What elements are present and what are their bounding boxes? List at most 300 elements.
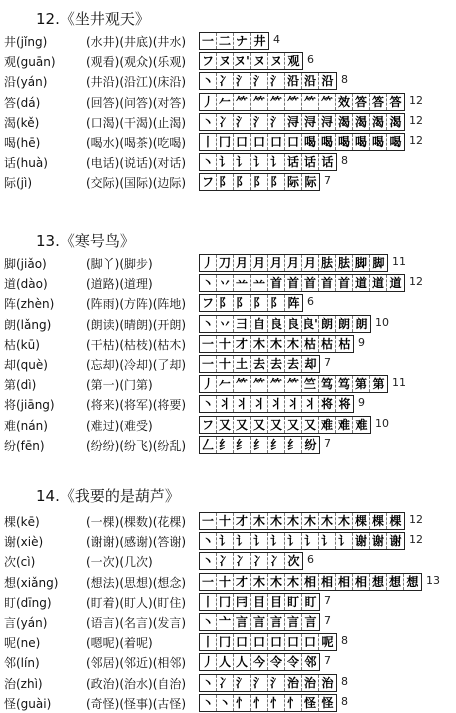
character-pinyin: 朗(lǎng) bbox=[4, 317, 52, 332]
character-pinyin: 难(nán) bbox=[4, 418, 48, 433]
character-row bbox=[0, 354, 456, 374]
stroke-cell: 去 bbox=[268, 356, 285, 372]
character-row bbox=[0, 253, 456, 273]
stroke-cell: 阝 bbox=[234, 174, 251, 190]
stroke-cell: 氵 bbox=[234, 675, 251, 691]
stroke-order-grid bbox=[199, 274, 405, 292]
stroke-cell: 丬 bbox=[285, 396, 302, 412]
stroke-cell: 枯 bbox=[302, 336, 319, 352]
stroke-cell: 才 bbox=[234, 336, 251, 352]
stroke-cell: 氵 bbox=[234, 73, 251, 89]
stroke-cell: 一 bbox=[200, 33, 217, 49]
stroke-count: 8 bbox=[341, 694, 348, 708]
stroke-cell: 冫 bbox=[217, 675, 234, 691]
character-row bbox=[0, 112, 456, 132]
stroke-cell: 话 bbox=[319, 154, 336, 170]
stroke-cell: 答 bbox=[387, 94, 404, 110]
stroke-cell: 土 bbox=[234, 356, 251, 372]
stroke-order-grid bbox=[199, 532, 405, 550]
stroke-cell: 𠂉 bbox=[217, 94, 234, 110]
stroke-cell: 纟 bbox=[234, 437, 251, 453]
stroke-cell: ⺮ bbox=[319, 94, 336, 110]
stroke-cell: 相 bbox=[336, 574, 353, 590]
stroke-cell: 木 bbox=[268, 574, 285, 590]
stroke-cell: 木 bbox=[285, 513, 302, 529]
stroke-cell: 沿 bbox=[285, 73, 302, 89]
stroke-cell: 谢 bbox=[387, 533, 404, 549]
stroke-cell: 木 bbox=[302, 513, 319, 529]
stroke-cell: 丶 bbox=[200, 553, 217, 569]
stroke-cell: 良 bbox=[268, 316, 285, 332]
character-row bbox=[0, 92, 456, 112]
stroke-cell: 冫 bbox=[234, 553, 251, 569]
stroke-cell: 又 bbox=[234, 417, 251, 433]
stroke-cell: 脚 bbox=[353, 255, 370, 271]
character-row bbox=[0, 334, 456, 354]
stroke-order-grid bbox=[199, 355, 320, 373]
stroke-cell: 冫 bbox=[217, 114, 234, 130]
stroke-cell: 木 bbox=[251, 513, 268, 529]
stroke-cell: 丿 bbox=[200, 654, 217, 670]
word-examples: (纷纷)(纷飞)(纷乱) bbox=[86, 438, 187, 453]
word-examples: (交际)(国际)(边际) bbox=[86, 176, 187, 191]
stroke-cell: 朗 bbox=[319, 316, 336, 332]
stroke-cell: 笃 bbox=[319, 376, 336, 392]
stroke-cell: 竺 bbox=[302, 376, 319, 392]
stroke-cell: ⺮ bbox=[251, 94, 268, 110]
word-examples: (朗读)(晴朗)(开朗) bbox=[86, 317, 187, 332]
stroke-cell: フ bbox=[200, 53, 217, 69]
word-examples: (第一)(门第) bbox=[86, 378, 153, 393]
stroke-cell: 言 bbox=[234, 614, 251, 630]
stroke-cell: 邻 bbox=[302, 654, 319, 670]
stroke-cell: 又 bbox=[217, 417, 234, 433]
stroke-order-grid bbox=[199, 395, 354, 413]
stroke-cell: 目 bbox=[251, 594, 268, 610]
stroke-cell: 自 bbox=[251, 316, 268, 332]
stroke-cell: 枯 bbox=[336, 336, 353, 352]
stroke-cell: 丨 bbox=[200, 134, 217, 150]
stroke-cell: 讠 bbox=[251, 154, 268, 170]
stroke-cell: 丶 bbox=[200, 675, 217, 691]
stroke-count: 12 bbox=[409, 533, 423, 547]
character-pinyin: 答(dá) bbox=[4, 95, 41, 110]
stroke-count: 7 bbox=[324, 174, 331, 188]
stroke-count: 11 bbox=[392, 255, 406, 268]
stroke-cell: 阝 bbox=[251, 295, 268, 311]
stroke-cell: 呢 bbox=[319, 634, 336, 650]
stroke-cell: ヌ bbox=[251, 53, 268, 69]
character-row bbox=[0, 71, 456, 91]
stroke-cell: 效 bbox=[336, 94, 353, 110]
stroke-cell: 木 bbox=[251, 336, 268, 352]
stroke-order-grid bbox=[199, 335, 354, 353]
stroke-count: 11 bbox=[392, 376, 406, 390]
character-pinyin: 言(yán) bbox=[4, 616, 48, 630]
stroke-order-grid bbox=[199, 32, 269, 50]
character-row bbox=[0, 293, 456, 313]
stroke-cell: 冂 bbox=[217, 594, 234, 610]
stroke-cell: 𠂉 bbox=[217, 376, 234, 392]
character-row bbox=[0, 693, 456, 713]
character-pinyin: 棵(kē) bbox=[4, 515, 40, 529]
stroke-count: 6 bbox=[307, 553, 314, 567]
lesson-title: 14.《我要的是葫芦》 bbox=[36, 487, 180, 505]
stroke-cell: 彐 bbox=[234, 316, 251, 332]
stroke-order-grid bbox=[199, 573, 422, 591]
stroke-cell: 口 bbox=[234, 134, 251, 150]
stroke-cell: 木 bbox=[285, 574, 302, 590]
stroke-cell: 答 bbox=[370, 94, 387, 110]
stroke-cell: 忄 bbox=[234, 695, 251, 711]
stroke-cell: 氵 bbox=[251, 73, 268, 89]
word-examples: (水井)(井底)(井水) bbox=[86, 35, 187, 49]
lesson-title: 12.《坐井观天》 bbox=[36, 10, 150, 28]
character-row bbox=[0, 132, 456, 152]
stroke-cell: 丶 bbox=[200, 396, 217, 412]
stroke-cell: 丶 bbox=[200, 275, 217, 291]
character-row bbox=[0, 511, 456, 531]
stroke-cell: 䒑 bbox=[251, 275, 268, 291]
stroke-cell: 冫 bbox=[268, 553, 285, 569]
stroke-count: 8 bbox=[341, 154, 348, 168]
stroke-cell: 人 bbox=[234, 654, 251, 670]
character-row bbox=[0, 531, 456, 551]
stroke-cell: 𠃋 bbox=[200, 437, 217, 453]
stroke-cell: 忄 bbox=[285, 695, 302, 711]
character-row bbox=[0, 632, 456, 652]
character-pinyin: 第(dì) bbox=[4, 378, 37, 393]
stroke-cell: 丨 bbox=[200, 594, 217, 610]
stroke-cell: ヌ bbox=[268, 53, 285, 69]
stroke-cell: 冃 bbox=[234, 594, 251, 610]
stroke-cell: 丶 bbox=[200, 695, 217, 711]
character-pinyin: 邻(lín) bbox=[4, 656, 40, 671]
stroke-cell: 月 bbox=[302, 255, 319, 271]
stroke-cell: 讠 bbox=[336, 533, 353, 549]
word-examples: (回答)(问答)(对答) bbox=[86, 95, 187, 110]
stroke-order-grid bbox=[199, 674, 337, 692]
stroke-cell: ⺮ bbox=[285, 376, 302, 392]
stroke-cell: 将 bbox=[319, 396, 336, 412]
character-pinyin: 纷(fēn) bbox=[4, 438, 45, 453]
stroke-order-grid bbox=[199, 552, 303, 570]
stroke-cell: 喝 bbox=[370, 134, 387, 150]
stroke-order-grid bbox=[199, 436, 320, 454]
lesson-title: 13.《寒号鸟》 bbox=[36, 232, 135, 250]
stroke-cell: 讠 bbox=[234, 154, 251, 170]
stroke-cell: 言 bbox=[251, 614, 268, 630]
character-pinyin: 次(cì) bbox=[4, 555, 36, 570]
stroke-cell: 人 bbox=[217, 654, 234, 670]
stroke-cell: 丷 bbox=[217, 275, 234, 291]
character-row bbox=[0, 673, 456, 693]
stroke-cell: 口 bbox=[251, 134, 268, 150]
stroke-cell: 丶 bbox=[200, 614, 217, 630]
stroke-cell: 讠 bbox=[268, 533, 285, 549]
stroke-cell: 棵 bbox=[387, 513, 404, 529]
stroke-cell: 木 bbox=[268, 513, 285, 529]
stroke-order-grid bbox=[199, 173, 320, 191]
stroke-cell: 阝 bbox=[217, 295, 234, 311]
stroke-cell: 道 bbox=[353, 275, 370, 291]
stroke-cell: 讠 bbox=[302, 533, 319, 549]
stroke-order-grid bbox=[199, 133, 405, 151]
stroke-cell: 去 bbox=[251, 356, 268, 372]
character-row bbox=[0, 172, 456, 192]
stroke-count: 9 bbox=[358, 396, 365, 410]
stroke-cell: ナ bbox=[234, 33, 251, 49]
stroke-cell: 阝 bbox=[268, 295, 285, 311]
stroke-count: 12 bbox=[409, 275, 423, 289]
stroke-cell: 言 bbox=[285, 614, 302, 630]
word-examples: (奇怪)(怪事)(古怪) bbox=[86, 696, 187, 711]
character-pinyin: 观(guān) bbox=[4, 55, 56, 70]
stroke-cell: 令 bbox=[285, 654, 302, 670]
stroke-cell: 将 bbox=[336, 396, 353, 412]
word-examples: (干枯)(枯枝)(枯木) bbox=[86, 337, 187, 352]
stroke-count: 7 bbox=[324, 654, 331, 668]
stroke-cell: 丶 bbox=[200, 154, 217, 170]
stroke-cell: 丬 bbox=[234, 396, 251, 412]
stroke-cell: 讠 bbox=[319, 533, 336, 549]
stroke-cell: 沿 bbox=[319, 73, 336, 89]
stroke-order-grid bbox=[199, 613, 320, 631]
stroke-cell: 话 bbox=[302, 154, 319, 170]
stroke-cell: 治 bbox=[302, 675, 319, 691]
stroke-count: 10 bbox=[375, 315, 389, 329]
stroke-cell: 相 bbox=[302, 574, 319, 590]
word-examples: (政治)(治水)(自治) bbox=[86, 676, 187, 691]
stroke-cell: 言 bbox=[302, 614, 319, 630]
stroke-count: 8 bbox=[341, 73, 348, 87]
stroke-cell: 口 bbox=[302, 634, 319, 650]
stroke-cell: 相 bbox=[319, 574, 336, 590]
stroke-cell: 月 bbox=[268, 255, 285, 271]
stroke-cell: 怪 bbox=[302, 695, 319, 711]
stroke-cell: 际 bbox=[302, 174, 319, 190]
stroke-cell: 口 bbox=[268, 634, 285, 650]
character-pinyin: 将(jiāng) bbox=[4, 398, 55, 413]
character-row bbox=[0, 314, 456, 334]
stroke-cell: フ bbox=[200, 295, 217, 311]
stroke-order-grid bbox=[199, 375, 388, 393]
stroke-cell: 浔 bbox=[302, 114, 319, 130]
stroke-cell: 月 bbox=[285, 255, 302, 271]
word-examples: (井沿)(沿江)(床沿) bbox=[86, 75, 187, 90]
word-examples: (难过)(难受) bbox=[86, 418, 153, 433]
stroke-cell: 良' bbox=[302, 316, 318, 331]
stroke-cell: 氵 bbox=[234, 114, 251, 130]
stroke-cell: 木 bbox=[319, 513, 336, 529]
stroke-cell: 渴 bbox=[370, 114, 387, 130]
word-examples: (口渴)(干渴)(止渴) bbox=[86, 115, 187, 130]
stroke-cell: 又 bbox=[251, 417, 268, 433]
stroke-cell: 相 bbox=[353, 574, 370, 590]
stroke-cell: 难 bbox=[319, 417, 336, 433]
word-examples: (观看)(观众)(乐观) bbox=[86, 55, 187, 70]
stroke-cell: 阝 bbox=[217, 174, 234, 190]
word-examples: (嗯呢)(着呢) bbox=[86, 636, 153, 651]
stroke-cell: 言 bbox=[268, 614, 285, 630]
stroke-cell: 又 bbox=[285, 417, 302, 433]
stroke-cell: 氵 bbox=[251, 114, 268, 130]
character-row bbox=[0, 592, 456, 612]
stroke-order-grid bbox=[199, 113, 405, 131]
stroke-cell: 治 bbox=[319, 675, 336, 691]
character-row bbox=[0, 152, 456, 172]
stroke-cell: 丬 bbox=[302, 396, 319, 412]
stroke-cell: 话 bbox=[285, 154, 302, 170]
stroke-cell: 讠 bbox=[251, 533, 268, 549]
stroke-cell: 氵 bbox=[268, 114, 285, 130]
stroke-cell: 才 bbox=[234, 574, 251, 590]
stroke-cell: 今 bbox=[251, 654, 268, 670]
stroke-count: 7 bbox=[324, 614, 331, 627]
stroke-cell: 良 bbox=[285, 316, 302, 332]
stroke-count: 9 bbox=[358, 335, 365, 349]
character-pinyin: 话(huà) bbox=[4, 156, 48, 171]
stroke-order-grid bbox=[199, 593, 320, 611]
stroke-cell: 十 bbox=[217, 356, 234, 372]
stroke-cell: 忄 bbox=[268, 695, 285, 711]
stroke-cell: 口 bbox=[234, 634, 251, 650]
stroke-cell: 十 bbox=[217, 513, 234, 529]
stroke-cell: 忄 bbox=[251, 695, 268, 711]
stroke-cell: 喝 bbox=[353, 134, 370, 150]
stroke-count: 12 bbox=[409, 113, 423, 127]
character-pinyin: 沿(yán) bbox=[4, 75, 48, 90]
stroke-order-grid bbox=[199, 254, 388, 272]
stroke-cell: 木 bbox=[336, 513, 353, 529]
word-examples: (将来)(将军)(将要) bbox=[86, 398, 187, 413]
stroke-cell: 喝 bbox=[336, 134, 353, 150]
stroke-order-grid bbox=[199, 512, 405, 530]
stroke-cell: ⺮ bbox=[268, 94, 285, 110]
stroke-count: 7 bbox=[324, 436, 331, 450]
stroke-cell: 渴 bbox=[353, 114, 370, 130]
stroke-cell: 想 bbox=[370, 574, 387, 590]
stroke-cell: 冫 bbox=[251, 553, 268, 569]
stroke-cell: 丿 bbox=[200, 94, 217, 110]
stroke-cell: 纟 bbox=[251, 437, 268, 453]
stroke-cell: 道 bbox=[387, 275, 404, 291]
stroke-cell: 纷 bbox=[302, 437, 319, 453]
stroke-cell: 纟 bbox=[217, 437, 234, 453]
word-examples: (电话)(说话)(对话) bbox=[86, 156, 187, 171]
stroke-cell: ⺮ bbox=[268, 376, 285, 392]
stroke-count: 12 bbox=[409, 93, 423, 107]
stroke-cell: 丬 bbox=[268, 396, 285, 412]
stroke-cell: 治 bbox=[285, 675, 302, 691]
stroke-cell: 阝 bbox=[268, 174, 285, 190]
stroke-order-grid bbox=[199, 416, 371, 434]
character-row bbox=[0, 572, 456, 592]
stroke-cell: 木 bbox=[251, 574, 268, 590]
stroke-cell: 谢 bbox=[370, 533, 387, 549]
stroke-cell: 木 bbox=[268, 336, 285, 352]
word-examples: (阵雨)(方阵)(阵地) bbox=[86, 297, 187, 312]
stroke-cell: フ bbox=[200, 174, 217, 190]
stroke-cell: 氵 bbox=[268, 675, 285, 691]
stroke-cell: 渴 bbox=[336, 114, 353, 130]
stroke-cell: ⺮ bbox=[251, 376, 268, 392]
stroke-cell: ⺮ bbox=[302, 94, 319, 110]
stroke-cell: 丿 bbox=[200, 376, 217, 392]
stroke-cell: 木 bbox=[285, 336, 302, 352]
stroke-cell: 次 bbox=[285, 553, 302, 569]
stroke-order-grid bbox=[199, 633, 337, 651]
word-examples: (语言)(名言)(发言) bbox=[86, 616, 187, 630]
stroke-count: 6 bbox=[307, 53, 314, 67]
stroke-cell: 讠 bbox=[268, 154, 285, 170]
stroke-cell: 目 bbox=[268, 594, 285, 610]
stroke-cell: 喝 bbox=[319, 134, 336, 150]
stroke-cell: 一 bbox=[200, 513, 217, 529]
character-row bbox=[0, 394, 456, 414]
character-row bbox=[0, 652, 456, 672]
stroke-cell: 答 bbox=[353, 94, 370, 110]
character-row bbox=[0, 273, 456, 293]
stroke-cell: 喝 bbox=[302, 134, 319, 150]
stroke-cell: 胠 bbox=[319, 255, 336, 271]
stroke-cell: 阝 bbox=[251, 174, 268, 190]
stroke-cell: 枯 bbox=[319, 336, 336, 352]
word-examples: (谢谢)(感谢)(答谢) bbox=[86, 535, 187, 550]
stroke-count: 7 bbox=[324, 356, 331, 369]
character-pinyin: 阵(zhèn) bbox=[4, 297, 55, 312]
stroke-cell: 棵 bbox=[353, 513, 370, 529]
stroke-cell: 首 bbox=[285, 275, 302, 291]
stroke-cell: 沿 bbox=[302, 73, 319, 89]
stroke-cell: 阵 bbox=[285, 295, 302, 311]
stroke-cell: 浔 bbox=[285, 114, 302, 130]
stroke-cell: 去 bbox=[285, 356, 302, 372]
stroke-cell: ヌ' bbox=[234, 54, 250, 69]
stroke-cell: 谢 bbox=[353, 533, 370, 549]
character-pinyin: 想(xiǎng) bbox=[4, 575, 59, 590]
stroke-order-grid bbox=[199, 153, 337, 171]
stroke-cell: 盯 bbox=[285, 594, 302, 610]
stroke-cell: 冫 bbox=[217, 553, 234, 569]
character-pinyin: 渴(kě) bbox=[4, 115, 40, 130]
character-pinyin: 却(què) bbox=[4, 358, 48, 372]
stroke-cell: 观 bbox=[285, 53, 302, 69]
word-examples: (盯着)(盯人)(盯住) bbox=[86, 595, 187, 610]
stroke-cell: 丿 bbox=[200, 255, 217, 271]
character-pinyin: 呢(ne) bbox=[4, 636, 41, 651]
stroke-cell: 难 bbox=[353, 417, 370, 433]
stroke-cell: 丷 bbox=[217, 316, 234, 332]
stroke-cell: 一 bbox=[200, 356, 217, 372]
character-pinyin: 道(dào) bbox=[4, 277, 48, 292]
stroke-cell: 朗 bbox=[336, 316, 353, 332]
stroke-cell: 丬 bbox=[251, 396, 268, 412]
stroke-cell: ⺮ bbox=[234, 376, 251, 392]
character-pinyin: 井(jǐng) bbox=[4, 35, 48, 49]
word-examples: (喝水)(喝茶)(吃喝) bbox=[86, 136, 187, 150]
character-pinyin: 喝(hē) bbox=[4, 136, 41, 150]
stroke-order-grid bbox=[199, 72, 337, 90]
stroke-cell: 渴 bbox=[387, 114, 404, 130]
stroke-cell: 朗 bbox=[353, 316, 370, 332]
word-examples: (邻居)(邻近)(相邻) bbox=[86, 656, 187, 671]
stroke-cell: 想 bbox=[404, 574, 421, 590]
stroke-order-grid bbox=[199, 294, 303, 312]
stroke-cell: 冂 bbox=[217, 634, 234, 650]
stroke-count: 12 bbox=[409, 134, 423, 147]
stroke-cell: フ bbox=[200, 417, 217, 433]
